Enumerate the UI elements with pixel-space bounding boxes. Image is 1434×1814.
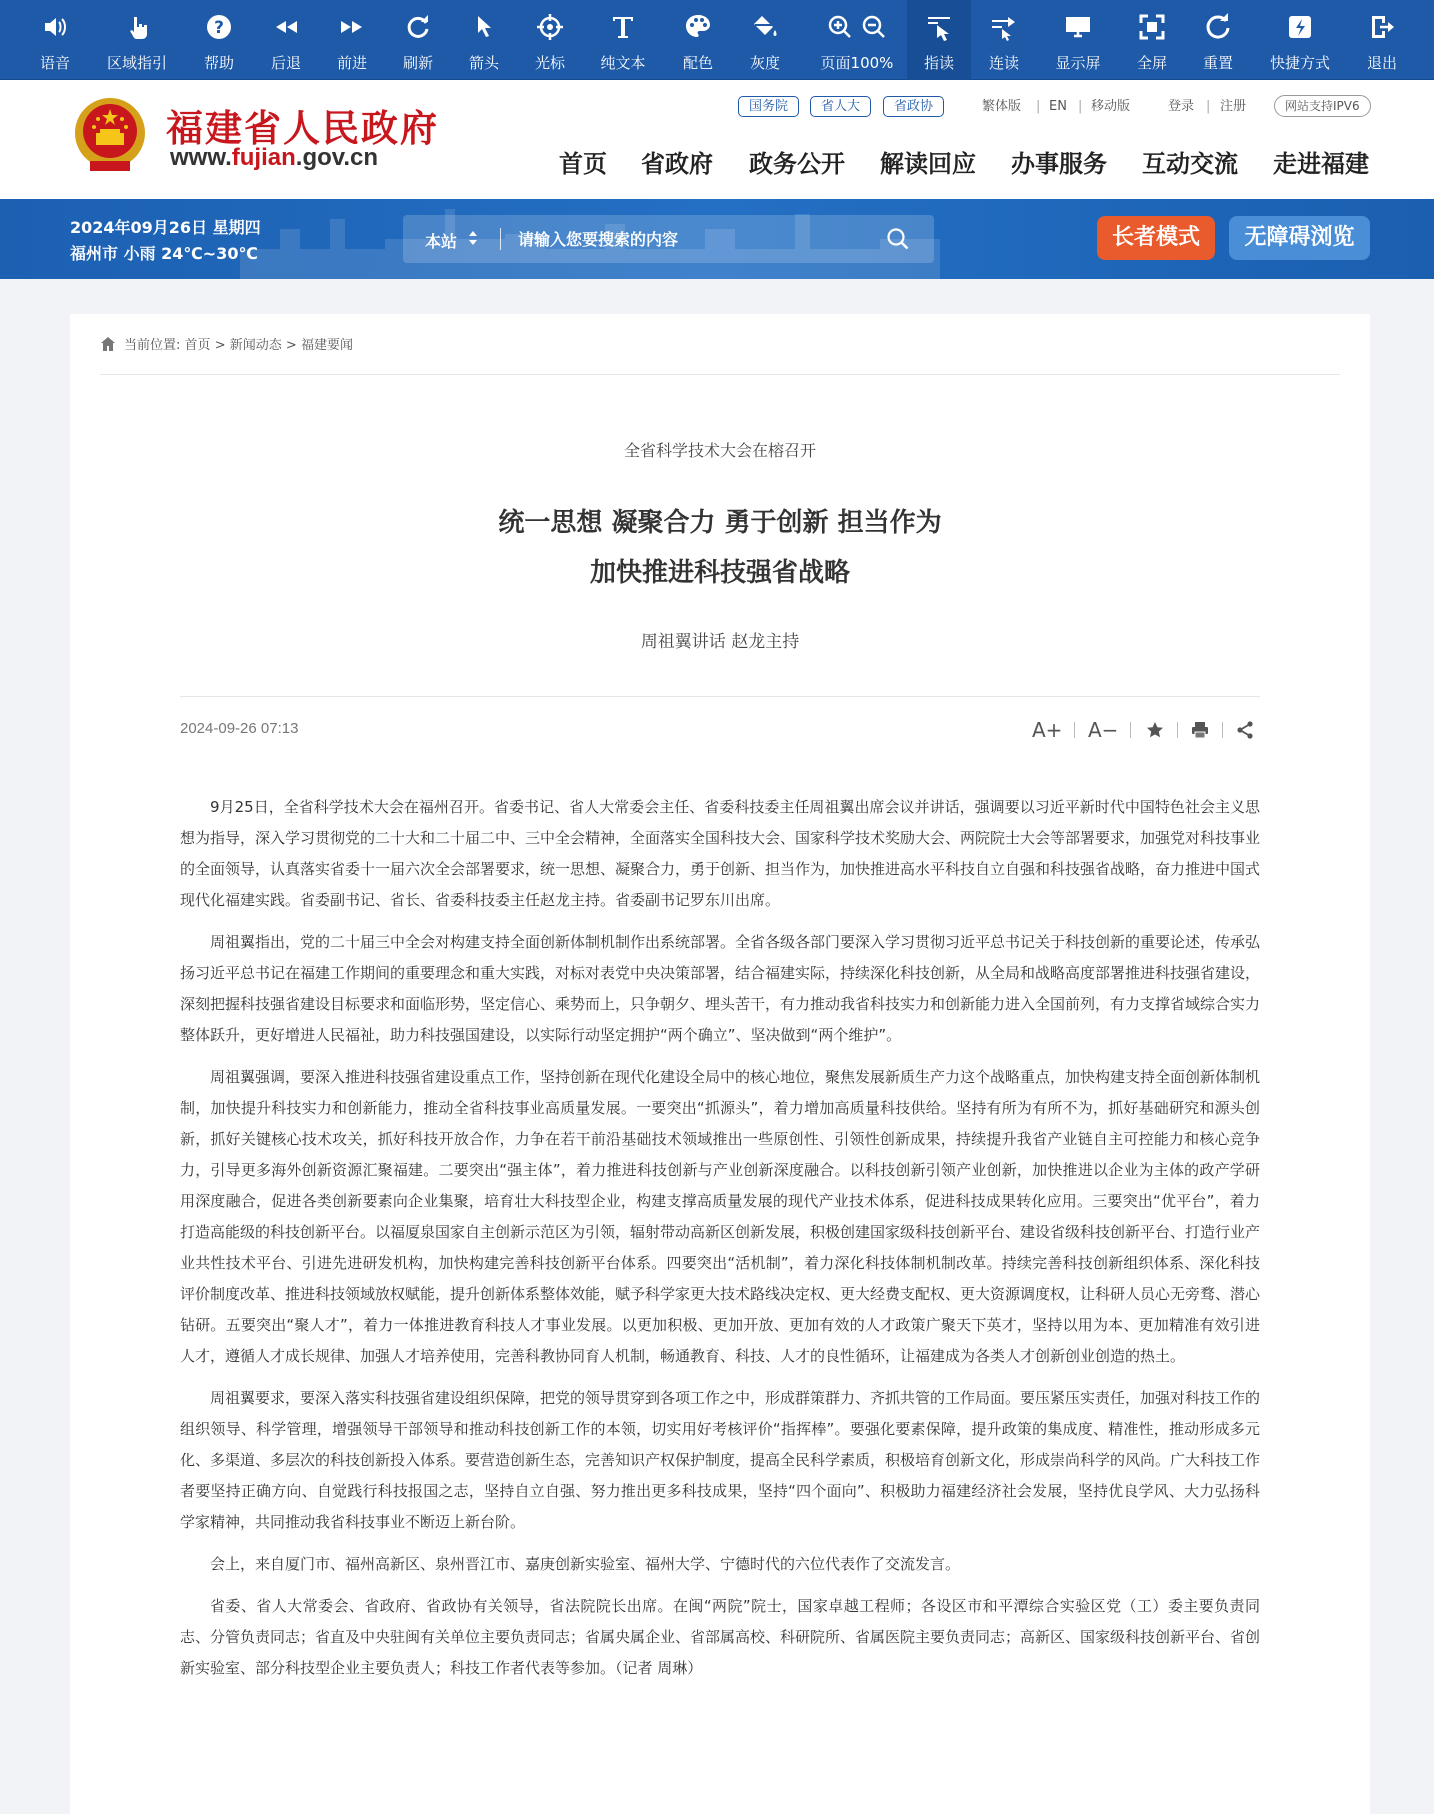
help-icon xyxy=(205,13,233,41)
search-box xyxy=(403,215,934,263)
toolbar-label: 后退 xyxy=(270,54,301,72)
article-paragraph: 周祖翼指出，党的二十届三中全会对构建支持全面创新体制机制作出系统部署。全省各级各部门要深入学习贯彻习近平总书记关于科技创新的重要论述，传承弘扬习近平总书记在福建工作期间的重要理念和重大实践，对标对表党中央决策部署，结合福建实际，持续深化科技创新，从全局和战略高度部署推进科技强省建设，深刻把握科技强省建设目标要求和面临形势，坚定信心、乘势而上，只争朝夕、埋头苦干，有力推动我省科技实力和创新能力进入全国前列，有力支撑省域综合实力整体跃升，更好增进人民福祉，助力科技强国建设，以实际行动坚定拥护“两个确立”、坚决做到“两个维护”。 xyxy=(180,933,1261,1044)
breadcrumb-fujian-news[interactable]: 福建要闻 xyxy=(300,338,353,353)
article-subtitle: 周祖翼讲话 赵龙主持 xyxy=(640,632,800,652)
toolbar-label: 区域指引 xyxy=(106,54,167,72)
article-paragraph: 省委、省人大常委会、省政府、省政协有关领导，省法院院长出席。在闽“两院”院士，国家卓越工程师；各设区市和平潭综合实验区党（工）委主要负责同志、分管负责同志；省直及中央驻闽有关单位主要负责同志；省属央属企业、省部属高校、科研院所、省属医院主要负责同志；高新区、国家级科技创新平台、省创新实验室、部分科技型企业主要负责人；科技工作者代表等参加。（记者 周琳） xyxy=(180,1597,1261,1677)
weather-info: 福州市 小雨 24℃~30℃ xyxy=(70,244,258,263)
divider xyxy=(100,374,1340,375)
publish-date: 2024-09-26 07:13 xyxy=(180,720,299,737)
link-state-council[interactable]: 国务院 xyxy=(738,96,799,117)
toolbar-label: 指读 xyxy=(923,54,954,72)
toolbar-exit[interactable] xyxy=(1350,0,1414,80)
divider: | xyxy=(1206,99,1211,114)
toolbar-label: 退出 xyxy=(1366,54,1397,72)
search-banner xyxy=(0,199,1434,279)
nav-interpretation[interactable]: 解读回应 xyxy=(880,150,976,178)
url-suffix: .gov.cn xyxy=(295,144,379,171)
breadcrumb-separator: > xyxy=(285,338,297,353)
site-header xyxy=(0,80,1434,199)
toolbar-voice[interactable] xyxy=(23,0,87,80)
zoom-icon xyxy=(827,13,887,41)
nav-services[interactable]: 办事服务 xyxy=(1011,150,1107,178)
toolbar-region-guide[interactable] xyxy=(105,0,169,80)
toolbar-reset[interactable] xyxy=(1186,0,1250,80)
divider xyxy=(180,696,1260,697)
link-provincial-congress[interactable]: 省人大 xyxy=(810,96,871,117)
toolbar-label: 纯文本 xyxy=(600,54,646,72)
divider: | xyxy=(1036,99,1041,114)
toolbar-label: 快捷方式 xyxy=(1269,54,1330,72)
toolbar-label: 刷新 xyxy=(402,54,433,72)
toolbar-label: 前进 xyxy=(336,54,367,72)
font-increase-button[interactable]: A+ xyxy=(1032,718,1063,742)
toolbar-label: 显示屏 xyxy=(1055,54,1101,72)
breadcrumb-separator: > xyxy=(214,338,226,353)
toolbar-shortcut[interactable] xyxy=(1268,0,1332,80)
article-card xyxy=(70,314,1370,1814)
divider: | xyxy=(1078,99,1083,114)
reset-icon xyxy=(1204,13,1232,41)
font-decrease-button[interactable]: A− xyxy=(1088,718,1119,742)
article-paragraph: 会上，来自厦门市、福州高新区、泉州晋江市、嘉庚创新实验室、福州大学、宁德时代的六位代表作了交流发言。 xyxy=(210,1555,961,1573)
pointer-hand-icon xyxy=(123,13,151,41)
article-pre-title: 全省科学技术大会在榕召开 xyxy=(623,441,816,460)
link-english[interactable]: EN xyxy=(1049,99,1067,114)
article-paragraph: 周祖翼要求，要深入落实科技强省建设组织保障，把党的领导贯穿到各项工作之中，形成群策群力、齐抓共管的工作局面。要压紧压实责任，加强对科技工作的组织领导、科学管理，增强领导干部领导和推动科技创新工作的本领，切实用好考核评价“指挥棒”。要强化要素保障，提升政策的集成度、精准性，推动形成多元化、多渠道、多层次的科技创新投入体系。要营造创新生态，完善知识产权保护制度，提高全民科学素质，积极培育创新文化，形成崇尚科学的风尚。广大科技工作者要坚持正确方向、自觉践行科技报国之志，坚持自立自强、努力推出更多科技成果，坚持“四个面向”、积极助力福建经济社会发展，坚持优良学风、大力弘扬科学家精神，共同推动我省科技事业不断迈上新台阶。 xyxy=(180,1389,1261,1531)
crosshair-icon xyxy=(536,13,564,41)
search-scope-select[interactable]: 本站 xyxy=(425,232,458,251)
current-date: 2024年09月26日 星期四 xyxy=(70,218,261,237)
fullscreen-icon xyxy=(1138,13,1166,41)
refresh-icon xyxy=(404,13,432,41)
link-traditional[interactable]: 繁体版 xyxy=(982,99,1022,114)
svg-text:?: ? xyxy=(214,18,224,38)
toolbar-zoom[interactable] xyxy=(818,0,896,80)
sort-arrows-icon[interactable] xyxy=(468,229,478,247)
article-title-line-2: 加快推进科技强省战略 xyxy=(589,558,850,588)
text-t-icon xyxy=(609,13,637,41)
rewind-icon xyxy=(272,13,300,41)
link-mobile[interactable]: 移动版 xyxy=(1091,99,1131,114)
monitor-icon xyxy=(1064,13,1092,41)
breadcrumb-news[interactable]: 新闻动态 xyxy=(229,338,282,353)
toolbar-label: 配色 xyxy=(682,54,713,72)
palette-icon xyxy=(684,13,712,41)
link-register[interactable]: 注册 xyxy=(1220,99,1247,114)
toolbar-label: 连读 xyxy=(988,54,1019,72)
link-login[interactable]: 登录 xyxy=(1168,99,1195,114)
divider xyxy=(1074,722,1075,738)
nav-public-affairs[interactable]: 政务公开 xyxy=(749,150,845,178)
toolbar-label: 全屏 xyxy=(1136,54,1167,72)
print-icon[interactable] xyxy=(1190,720,1210,740)
site-title[interactable]: 福建省人民政府 xyxy=(166,106,439,150)
divider xyxy=(1130,722,1131,738)
breadcrumb-prefix: 当前位置: xyxy=(124,338,181,353)
ipv6-badge: 网站支持IPV6 xyxy=(1274,95,1371,117)
speaker-icon xyxy=(41,13,69,41)
search-divider xyxy=(500,228,501,250)
divider xyxy=(1222,722,1223,738)
toolbar-label: 语音 xyxy=(39,54,70,72)
url-prefix: www. xyxy=(170,144,232,171)
breadcrumb-home[interactable]: 首页 xyxy=(184,338,211,353)
nav-interaction[interactable]: 互动交流 xyxy=(1142,150,1238,178)
shortcut-icon xyxy=(1286,13,1314,41)
nav-government[interactable]: 省政府 xyxy=(641,150,713,178)
article-body xyxy=(180,792,1260,1695)
article-paragraph: 周祖翼强调，要深入推进科技强省建设重点工作，坚持创新在现代化建设全局中的核心地位，聚焦发展新质生产力这个战略重点，加快构建支持全面创新体制机制，加快提升科技实力和创新能力，推动全省科技事业高质量发展。一要突出“抓源头”，着力增加高质量科技供给。坚持有所为有所不为，抓好基础研究和源头创新，抓好关键核心技术攻关，抓好科技开放合作，力争在若干前沿基础技术领域推出一些原创性、引领性创新成果，持续提升我省产业链自主可控能力和核心竞争力，引导更多海外创新资源汇聚福建。二要突出“强主体”，着力推进科技创新与产业创新深度融合。以科技创新引领产业创新，加快推进以企业为主体的政产学研用深度融合，促进各类创新要素向企业集聚，培育壮大科技型企业，构建支撑高质量发展的现代产业技术体系，促进科技成果转化应用。三要突出“优平台”，着力打造高能级的科技创新平台。以福厦泉国家自主创新示范区为引领，辐射带动高新区创新发展，积极创建国家级科技创新平台、建设省级科技创新平台、打造行业产业共性技术平台、引进先进研发机构，加快构建完善科技创新平台体系。四要突出“活机制”，着力深化科技体制机制改革。持续完善科技创新组织体系、深化科技评价制度改革、推进科技领域放权赋能，提升创新体系整体效能，赋予科学家更大技术路线决定权、更大经费支配权、更大资源调度权，让科研人员心无旁骛、潜心钻研。五要突出“聚人才”，着力一体推进教育科技人才事业发展。以更加积极、更加开放、更加有效的人才政策广聚天下英才，坚持以用为本、更加精准有效引进人才，遵循人才成长规律、加强人才培养使用，完善科教协同育人机制，畅通教育、科技、人才的良性循环，让福建成为各类人才创新创业创造的热土。 xyxy=(180,1068,1261,1365)
url-domain: fujian xyxy=(231,144,296,171)
toolbar-label: 帮助 xyxy=(203,54,234,72)
nav-about-fujian[interactable]: 走进福建 xyxy=(1273,150,1369,178)
bucket-icon xyxy=(751,13,779,41)
accessibility-toolbar xyxy=(0,0,1434,80)
home-icon xyxy=(100,336,116,352)
fast-forward-icon xyxy=(338,13,366,41)
share-icon[interactable] xyxy=(1235,720,1255,740)
star-icon[interactable] xyxy=(1145,720,1165,740)
article-paragraph: 9月25日，全省科学技术大会在福州召开。省委书记、省人大常委会主任、省委科技委主任周祖翼出席会议并讲话，强调要以习近平新时代中国特色社会主义思想为指导，深入学习贯彻党的二十大和二十届二中、三中全会精神，全面落实全国科技大会、国家科学技术奖励大会、两院院士大会等部署要求，加强党对科技事业的全面领导，认真落实省委十一届六次全会部署要求，统一思想、凝聚合力，勇于创新、担当作为，加快推进高水平科技自立自强和科技强省战略，奋力推进中国式现代化福建实践。省委副书记、省长、省委科技委主任赵龙主持。省委副书记罗东川出席。 xyxy=(180,798,1261,909)
link-cppcc[interactable]: 省政协 xyxy=(883,96,944,117)
finger-read-icon xyxy=(925,13,953,41)
search-input[interactable] xyxy=(518,221,888,257)
toolbar-label: 灰度 xyxy=(749,54,780,72)
site-url[interactable] xyxy=(170,144,378,172)
toolbar-label: 箭头 xyxy=(468,54,499,72)
toolbar-label: 重置 xyxy=(1202,54,1233,72)
exit-icon xyxy=(1368,13,1396,41)
search-icon[interactable] xyxy=(886,227,910,251)
toolbar-grayscale[interactable] xyxy=(733,0,797,80)
divider xyxy=(1177,722,1178,738)
toolbar-label: 页面100% xyxy=(820,54,894,72)
cursor-arrow-icon xyxy=(470,13,498,41)
article-title-line-1: 统一思想 凝聚合力 勇于创新 担当作为 xyxy=(498,508,942,538)
toolbar-label: 光标 xyxy=(534,54,565,72)
national-emblem-icon[interactable] xyxy=(72,95,148,175)
accessible-browse-button[interactable]: 无障碍浏览 xyxy=(1229,216,1370,260)
nav-home[interactable]: 首页 xyxy=(559,150,607,178)
continuous-read-icon xyxy=(990,13,1018,41)
elder-mode-button[interactable]: 长者模式 xyxy=(1097,216,1215,260)
breadcrumb xyxy=(100,336,353,356)
